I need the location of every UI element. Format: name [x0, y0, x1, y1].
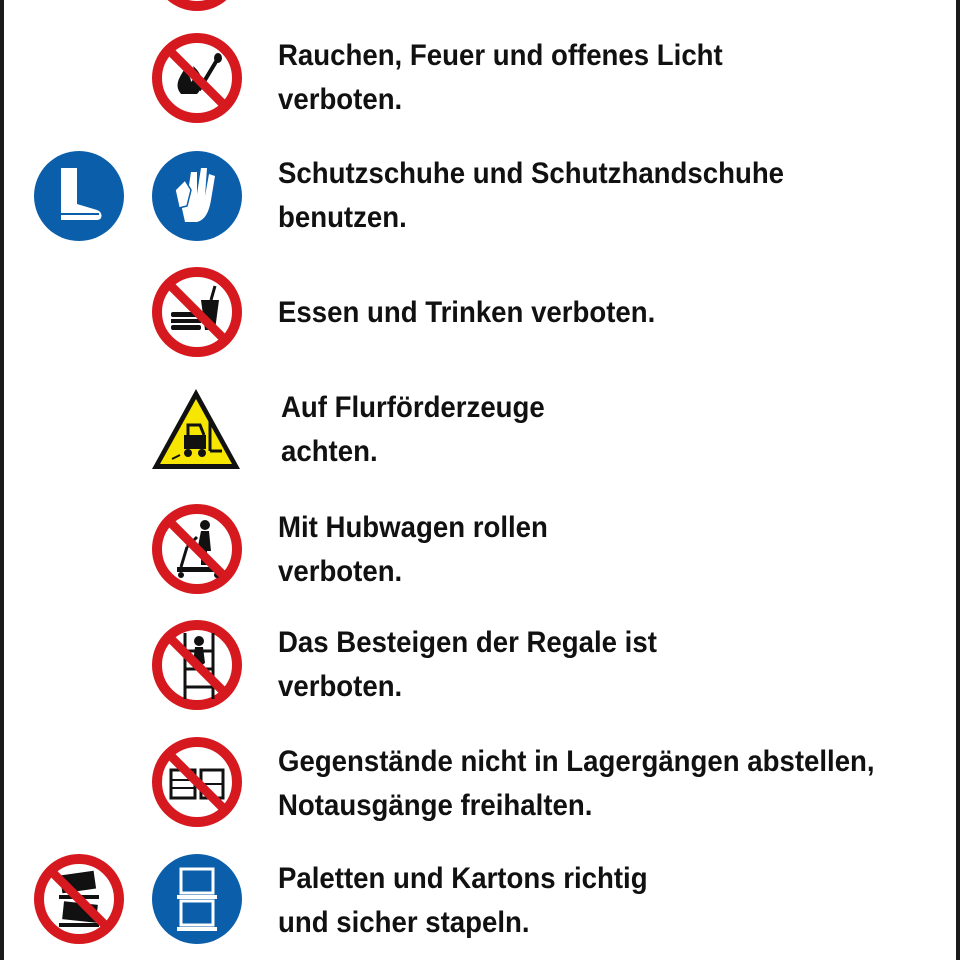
row-5-line-2: verboten. — [278, 555, 403, 588]
row-2-line-2: benutzen. — [278, 201, 407, 234]
row-8-line-2: und sicher stapeln. — [278, 906, 530, 939]
row-6-line-2: verboten. — [278, 670, 403, 703]
no-improper-stacking-icon — [33, 853, 125, 945]
frame-left-border — [0, 0, 4, 960]
row-7-line-1: Gegenstände nicht in Lagergängen abstellen, — [278, 745, 875, 778]
row-1-line-1: Rauchen, Feuer und offenes Licht — [278, 39, 723, 72]
row-2-text — [278, 152, 784, 240]
safety-gloves-icon — [151, 150, 243, 242]
no-climbing-racks-icon — [151, 619, 243, 711]
row-1-line-2: verboten. — [278, 83, 403, 116]
row-3-text — [278, 291, 655, 335]
no-obstruction-icon — [151, 736, 243, 828]
row-8-line-1: Paletten und Kartons richtig — [278, 862, 648, 895]
row-4-line-2: achten. — [281, 435, 378, 468]
row-5-text — [278, 506, 548, 594]
row-7-line-2: Notausgänge freihalten. — [278, 789, 593, 822]
row-1-text — [278, 34, 723, 122]
row-7-text — [278, 740, 875, 828]
stack-properly-icon — [151, 853, 243, 945]
row-8-text — [278, 857, 648, 945]
row-6-text — [278, 621, 657, 709]
cut-off-prohibition-icon — [151, 0, 243, 12]
row-2-line-1: Schutzschuhe und Schutzhandschuhe — [278, 157, 785, 190]
row-5-line-1: Mit Hubwagen rollen — [278, 511, 548, 544]
safety-boots-icon — [33, 150, 125, 242]
no-riding-pallet-truck-icon — [151, 503, 243, 595]
no-smoking-fire-icon — [151, 32, 243, 124]
row-4-line-1: Auf Flurförderzeuge — [281, 391, 545, 424]
row-6-line-1: Das Besteigen der Regale ist — [278, 626, 657, 659]
row-3-line-1: Essen und Trinken verboten. — [278, 296, 656, 329]
forklift-warning-icon — [150, 385, 242, 477]
row-4-text — [281, 386, 545, 474]
frame-right-border — [956, 0, 960, 960]
no-eating-drinking-icon — [151, 266, 243, 358]
